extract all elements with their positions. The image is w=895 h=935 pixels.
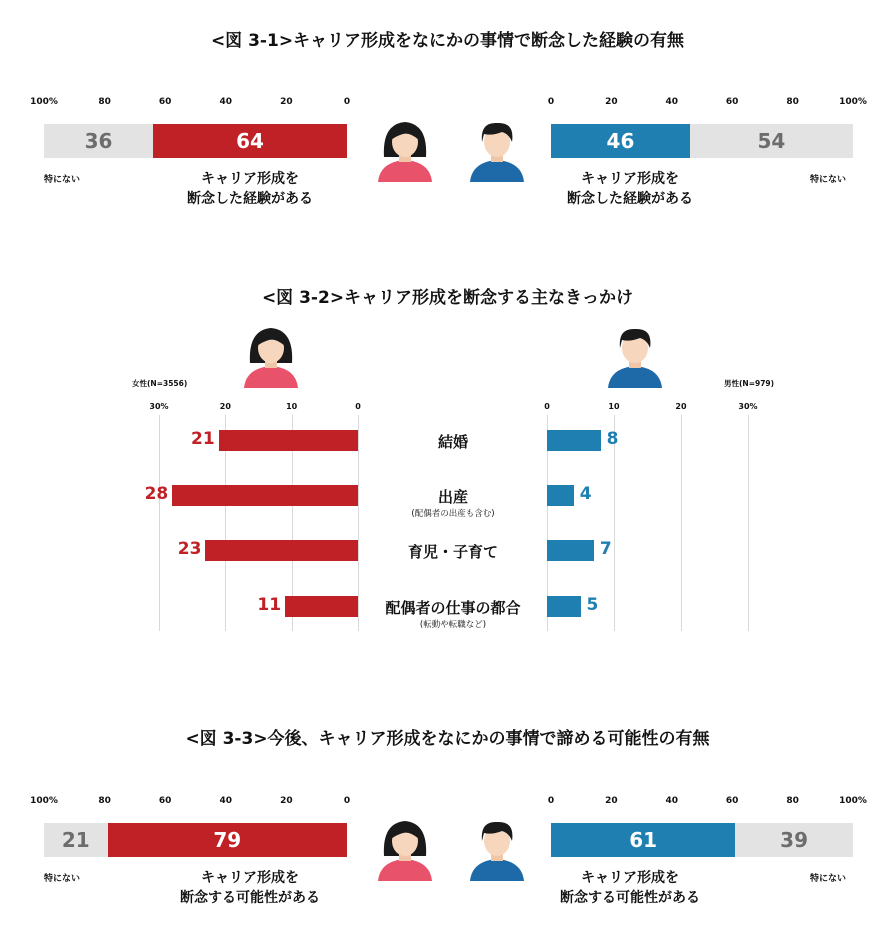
category-note: (転動や転職など) — [419, 620, 487, 630]
bar-male — [547, 485, 574, 506]
none-label-female: 特にない — [44, 874, 81, 884]
none-label-female: 特にない — [44, 175, 81, 185]
tick-label: 20 — [280, 97, 293, 107]
bar-female-yes: 79 — [108, 823, 347, 857]
tick-label: 30% — [149, 402, 169, 411]
female-n-label: 女性(N=3556) — [132, 379, 188, 388]
male-yes-label: キャリア形成を 断念する可能性がある — [560, 870, 700, 906]
fig2-title: <図 3-2>キャリア形成を断念する主なきっかけ — [261, 288, 634, 308]
bar-female — [285, 596, 358, 617]
tick-label: 0 — [547, 796, 555, 806]
tick-label: 40 — [665, 97, 679, 107]
gridline — [681, 415, 682, 631]
category-label: 配偶者の仕事の都合 — [385, 599, 521, 617]
bar-female — [219, 430, 358, 451]
bar-male-none: 39 — [735, 823, 853, 857]
gridline — [748, 415, 749, 631]
tick-label: 0 — [355, 402, 361, 411]
female-avatar-icon — [370, 112, 440, 182]
bar-female — [205, 540, 358, 561]
female-yes-label: キャリア形成を 断念する可能性がある — [180, 870, 320, 906]
tick-label: 20 — [605, 796, 618, 806]
male-avatar-icon — [462, 811, 532, 881]
bar-male-yes: 46 — [551, 124, 690, 158]
value-male: 7 — [599, 539, 612, 559]
value-female: 11 — [257, 595, 282, 615]
category-label: 育児・子育て — [407, 543, 498, 561]
category-label: 出産 — [437, 488, 468, 506]
tick-label: 100% — [30, 796, 58, 806]
bar-male-none: 54 — [690, 124, 853, 158]
bar-male — [547, 596, 581, 617]
bar-female — [172, 485, 358, 506]
none-label-male: 特にない — [810, 874, 847, 884]
male-avatar-icon — [600, 318, 670, 388]
tick-label: 20 — [219, 402, 231, 411]
tick-label: 0 — [547, 97, 555, 107]
tick-label: 10 — [286, 402, 298, 411]
tick-label: 20 — [280, 796, 293, 806]
bar-male-yes: 61 — [551, 823, 735, 857]
fig1-title: <図 3-1>キャリア形成をなにかの事情で断念した経験の有無 — [210, 31, 685, 51]
tick-label: 40 — [665, 796, 679, 806]
value-male: 4 — [579, 484, 592, 504]
value-female: 21 — [191, 429, 215, 449]
bar-female-yes: 64 — [153, 124, 347, 158]
tick-label: 40 — [219, 796, 233, 806]
tick-label: 80 — [786, 97, 799, 107]
female-avatar-icon — [370, 811, 440, 881]
tick-label: 80 — [786, 796, 799, 806]
value-female: 23 — [177, 539, 202, 559]
bar-female-none: 36 — [44, 124, 153, 158]
bar-male — [547, 540, 594, 561]
tick-label: 60 — [725, 796, 739, 806]
fig3-title: <図 3-3>今後、キャリア形成をなにかの事情で諦める可能性の有無 — [185, 729, 710, 749]
tick-label: 60 — [725, 97, 739, 107]
tick-label: 20 — [675, 402, 687, 411]
tick-label: 30% — [738, 402, 758, 411]
tick-label: 0 — [343, 97, 351, 107]
value-female: 28 — [144, 484, 169, 504]
male-avatar-icon — [462, 112, 532, 182]
tick-label: 100% — [30, 97, 58, 107]
tick-label: 60 — [158, 97, 172, 107]
tick-label: 80 — [98, 796, 111, 806]
tick-label: 0 — [544, 402, 550, 411]
category-label: 結婚 — [437, 433, 468, 451]
value-male: 5 — [586, 595, 599, 615]
tick-label: 20 — [605, 97, 618, 107]
bar-male — [547, 430, 601, 451]
category-note: (配偶者の出産も含む) — [411, 509, 495, 519]
tick-label: 10 — [608, 402, 620, 411]
tick-label: 60 — [158, 796, 172, 806]
tick-label: 100% — [839, 796, 867, 806]
none-label-male: 特にない — [810, 175, 847, 185]
female-avatar-icon — [236, 318, 306, 388]
male-n-label: 男性(N=979) — [724, 379, 775, 388]
value-male: 8 — [606, 429, 619, 449]
male-yes-label: キャリア形成を 断念した経験がある — [567, 171, 693, 207]
tick-label: 80 — [98, 97, 111, 107]
female-yes-label: キャリア形成を 断念した経験がある — [187, 171, 313, 207]
gridline — [159, 415, 160, 631]
bar-female-none: 21 — [44, 823, 108, 857]
tick-label: 100% — [839, 97, 867, 107]
tick-label: 0 — [343, 796, 351, 806]
tick-label: 40 — [219, 97, 233, 107]
